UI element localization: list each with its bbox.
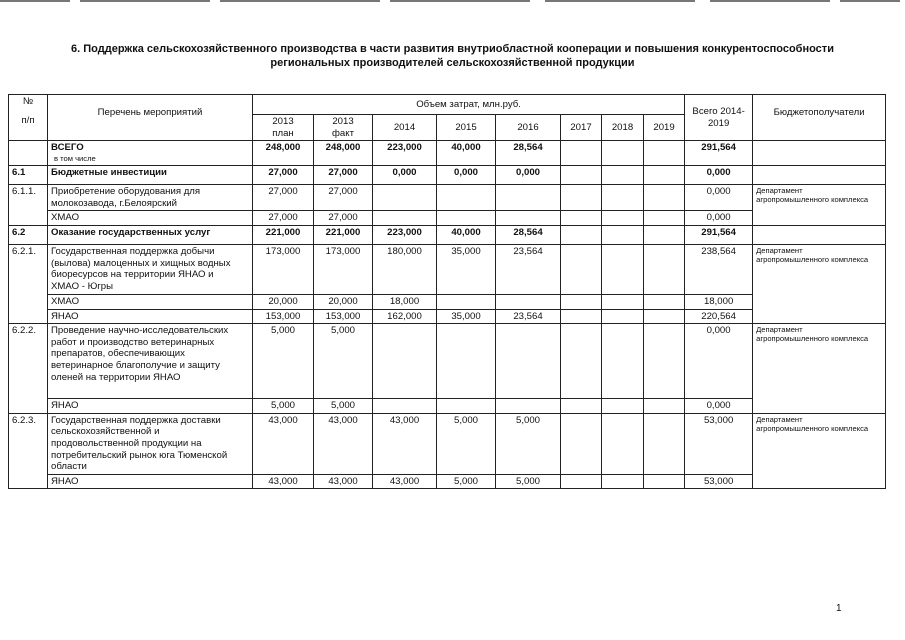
table-row-6-2-2-yanao: ЯНАО 5,000 5,000 0,000 [9,399,886,414]
page-number: 1 [836,603,842,614]
header-list: Перечень мероприятий [48,95,253,141]
table-row-6-2-1-hmao: ХМАО 20,000 20,000 18,000 18,000 [9,294,886,309]
header-2015: 2015 [437,115,496,141]
header-2013-plan: 2013 план [253,115,314,141]
table-row-6-1: 6.1 Бюджетные инвестиции 27,000 27,000 0,000 0,000 0,000 0,000 [9,166,886,185]
table-row-6-2-1-yanao: ЯНАО 153,000 153,000 162,000 35,000 23,564 220,564 [9,309,886,324]
beneficiary-cell: Департамент агропромышленного комплекса [753,185,886,211]
table-row-6-1-1-hmao: ХМАО 27,000 27,000 0,000 [9,211,886,226]
header-no: № п/п [9,95,48,141]
header-2014: 2014 [373,115,437,141]
row-label: ВСЕГО в том числе [48,141,253,166]
header-2018: 2018 [602,115,644,141]
title-line-1: 6. Поддержка сельскохозяйственного производства в части развития внутриобластной кооперации и повышения конкурентоспособности [71,43,834,55]
header-beneficiary: Бюджетополучатели [753,95,886,141]
header-2013-fact: 2013 факт [314,115,373,141]
table-row-6-1-1: 6.1.1. Приобретение оборудования для молокозавода, г.Белоярский 27,000 27,000 0,000 Департамент агропромышленного комплекса [9,185,886,211]
table-row-6-2-3: 6.2.3. Государственная поддержка доставки сельскохозяйственной и продовольственной продукции на потребительский рынок юга Тюменской области 43,000 43,000 43,000 5,000 5,000 53,000 Департамент агропромышленного комплекса [9,413,886,474]
beneficiary-cell: Департамент агропромышленного комплекса [753,413,886,474]
title-line-2: региональных производителей сельскохозяйственной продукции [270,57,635,69]
table-row-6-2-3-yanao: ЯНАО 43,000 43,000 43,000 5,000 5,000 53,000 [9,474,886,489]
table-row-6-2: 6.2 Оказание государственных услуг 221,000 221,000 223,000 40,000 28,564 291,564 [9,225,886,244]
page-title [20,42,885,70]
header-2016: 2016 [496,115,561,141]
table-row-total: ВСЕГО в том числе 248,000 248,000 223,000 40,000 28,564 291,564 [9,141,886,166]
top-scan-border [0,0,905,3]
header-total: Всего 2014- 2019 [685,95,753,141]
table-row-6-2-1: 6.2.1. Государственная поддержка добычи (вылова) малоценных и хищных водных биоресурсов на территории ЯНАО и ХМАО - Югры 173,000 173,000 180,000 35,000 23,564 238,564 Департамент агропромышленного комплекса [9,244,886,294]
table-row-6-2-2: 6.2.2. Проведение научно-исследовательских работ и производство ветеринарных препаратов, обеспечивающих ветеринарное благополучие и защиту оленей на территории ЯНАО 5,000 5,000 0,000 Департамент агропромышленного комплекса [9,324,886,399]
expenses-table [8,94,886,489]
header-volume: Объем затрат, млн.руб. [253,95,685,115]
header-row-1 [9,95,886,115]
beneficiary-cell: Департамент агропромышленного комплекса [753,324,886,399]
header-2019: 2019 [644,115,685,141]
header-2017: 2017 [561,115,602,141]
beneficiary-cell: Департамент агропромышленного комплекса [753,244,886,294]
